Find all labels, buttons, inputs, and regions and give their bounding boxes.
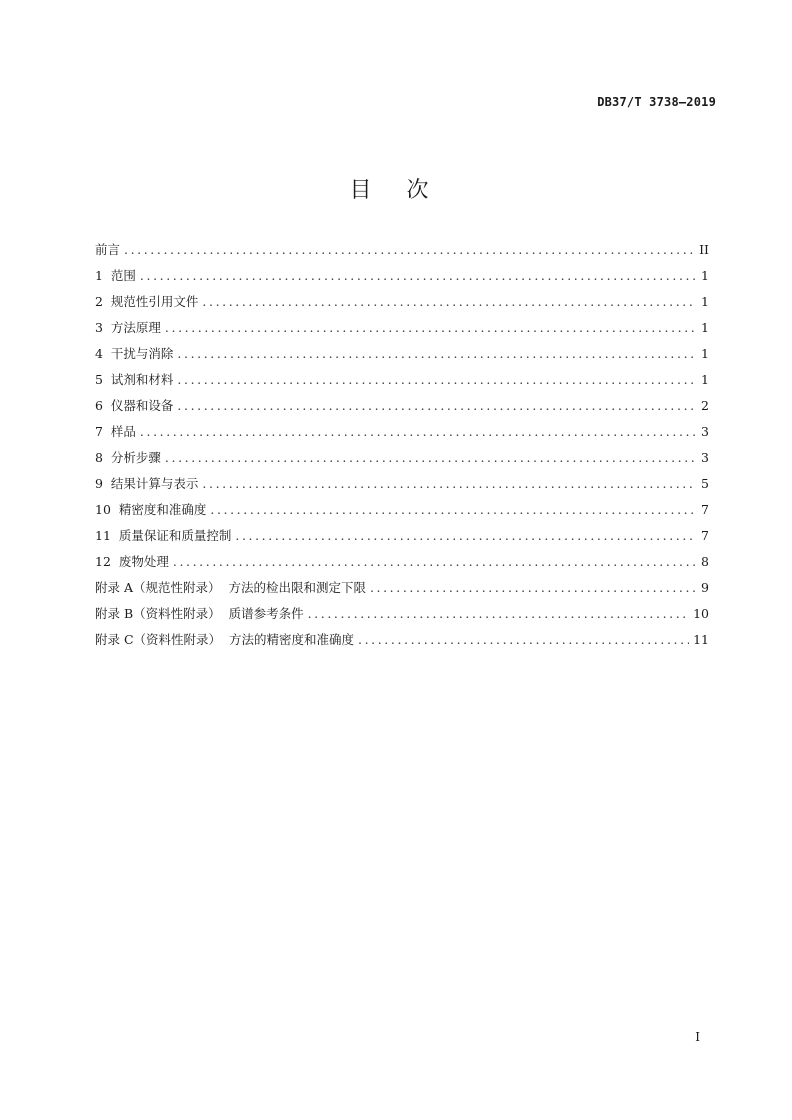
toc-entry-appendix-b[interactable] <box>95 601 709 627</box>
toc-number: 2 <box>95 294 111 309</box>
document-code: DB37/T 3738—2019 <box>597 95 716 109</box>
toc-leader <box>140 419 695 445</box>
toc-number: 8 <box>95 450 111 465</box>
toc-leader <box>177 367 695 393</box>
toc-entry-scope[interactable] <box>95 263 709 289</box>
toc-page-number: 10 <box>693 606 709 621</box>
toc-entry-waste-disposal[interactable] <box>95 549 709 575</box>
toc-label: 方法原理 <box>110 320 161 335</box>
toc-page-number: 2 <box>701 398 709 413</box>
toc-label: 附录 B（资料性附录） 质谱参考条件 <box>95 606 304 621</box>
toc-label: 分析步骤 <box>110 450 161 465</box>
toc-leader <box>165 315 695 341</box>
toc-page-number: 7 <box>701 502 709 517</box>
toc-entry-principle[interactable] <box>95 315 709 341</box>
toc-page-number: 7 <box>701 528 709 543</box>
toc-number: 1 <box>95 268 111 283</box>
toc-number: 10 <box>95 502 119 517</box>
toc-page-number: 1 <box>701 294 709 309</box>
toc-entry-precision[interactable] <box>95 497 709 523</box>
toc-label: 试剂和材料 <box>110 372 174 387</box>
toc-entry-reagents[interactable] <box>95 367 709 393</box>
toc-entry-calculation[interactable] <box>95 471 709 497</box>
toc-label: 精密度和准确度 <box>118 502 207 517</box>
toc-number: 3 <box>95 320 111 335</box>
toc-leader <box>173 549 695 575</box>
toc-entry-quality-control[interactable] <box>95 523 709 549</box>
toc-label: 废物处理 <box>118 554 169 569</box>
toc-label: 结果计算与表示 <box>110 476 199 491</box>
toc-label: 仪器和设备 <box>110 398 174 413</box>
toc-page-number: 1 <box>701 372 709 387</box>
toc-page-number: 3 <box>701 450 709 465</box>
toc-page-number: 3 <box>701 424 709 439</box>
toc-entry-procedure[interactable] <box>95 445 709 471</box>
toc-page-number: 8 <box>701 554 709 569</box>
toc-leader <box>140 263 695 289</box>
toc-leader <box>202 289 695 315</box>
toc-leader <box>235 523 695 549</box>
toc-label: 前言 <box>95 242 121 257</box>
toc-number: 4 <box>95 346 111 361</box>
toc-page-number: 9 <box>701 580 709 595</box>
toc-leader <box>124 237 695 263</box>
toc-number: 9 <box>95 476 111 491</box>
toc-label: 附录 C（资料性附录） 方法的精密度和准确度 <box>95 632 354 647</box>
toc-leader <box>202 471 695 497</box>
toc-page-number: 1 <box>701 320 709 335</box>
toc-entry-appendix-a[interactable] <box>95 575 709 601</box>
table-of-contents <box>95 237 709 653</box>
toc-label: 质量保证和质量控制 <box>118 528 232 543</box>
toc-number: 12 <box>95 554 119 569</box>
toc-leader <box>165 445 695 471</box>
toc-leader <box>210 497 695 523</box>
toc-leader <box>177 341 695 367</box>
toc-leader <box>358 627 689 653</box>
toc-page-number: 1 <box>701 268 709 283</box>
toc-leader <box>308 601 689 627</box>
toc-entry-foreword[interactable] <box>95 237 709 263</box>
toc-entry-samples[interactable] <box>95 419 709 445</box>
toc-page-number: 1 <box>701 346 709 361</box>
toc-entry-interference[interactable] <box>95 341 709 367</box>
toc-leader <box>370 575 695 601</box>
footer-page-number: I <box>695 1030 700 1044</box>
toc-label: 范围 <box>110 268 136 283</box>
toc-number: 11 <box>95 528 119 543</box>
toc-number: 5 <box>95 372 111 387</box>
toc-page-number: 11 <box>693 632 709 647</box>
toc-entry-normative-references[interactable] <box>95 289 709 315</box>
toc-entry-appendix-c[interactable] <box>95 627 709 653</box>
toc-label: 附录 A（规范性附录） 方法的检出限和测定下限 <box>95 580 366 595</box>
toc-label: 样品 <box>110 424 136 439</box>
toc-number: 6 <box>95 398 111 413</box>
toc-page-number: 5 <box>701 476 709 491</box>
toc-label: 规范性引用文件 <box>110 294 199 309</box>
toc-entry-apparatus[interactable] <box>95 393 709 419</box>
toc-label: 干扰与消除 <box>110 346 174 361</box>
page-title: 目 次 <box>349 178 443 203</box>
toc-page-number: II <box>699 242 709 257</box>
toc-leader <box>177 393 695 419</box>
toc-number: 7 <box>95 424 111 439</box>
